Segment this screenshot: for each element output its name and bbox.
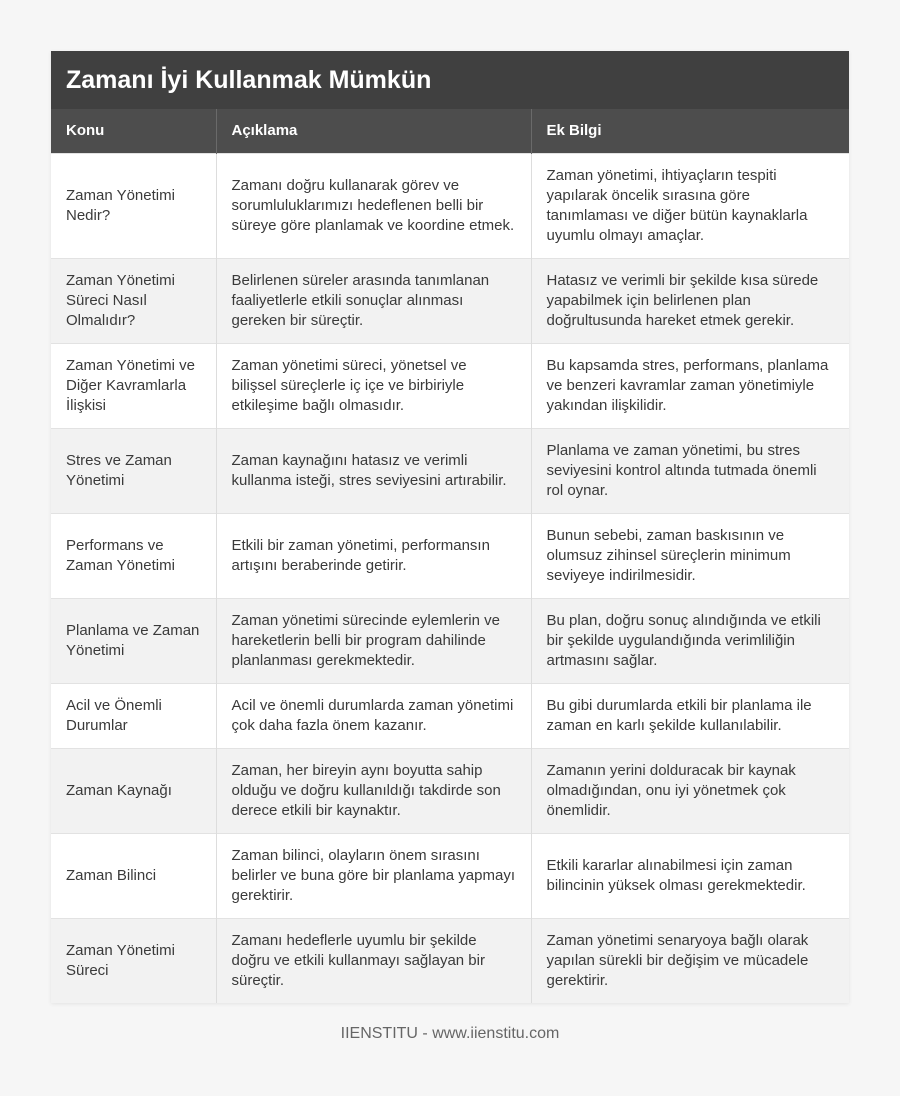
- cell-aciklama: Zamanı hedeflerle uyumlu bir şekilde doğru ve etkili kullanmayı sağlayan bir süreçtir.: [216, 918, 531, 1003]
- table-row: [51, 153, 849, 258]
- cell-aciklama: Acil ve önemli durumlarda zaman yönetimi çok daha fazla önem kazanır.: [216, 683, 531, 748]
- column-header-ek-bilgi: Ek Bilgi: [531, 109, 849, 153]
- cell-ek-bilgi: Bu gibi durumlarda etkili bir planlama ile zaman en karlı şekilde kullanılabilir.: [531, 683, 849, 748]
- cell-konu: Zaman Yönetimi Süreci Nasıl Olmalıdır?: [51, 258, 216, 343]
- cell-konu: Zaman Kaynağı: [51, 748, 216, 833]
- table-row: [51, 918, 849, 1003]
- cell-konu: Zaman Yönetimi ve Diğer Kavramlarla İlişkisi: [51, 343, 216, 428]
- page-title: Zamanı İyi Kullanmak Mümkün: [66, 65, 432, 94]
- cell-konu: Stres ve Zaman Yönetimi: [51, 428, 216, 513]
- cell-aciklama: Zaman bilinci, olayların önem sırasını belirler ve buna göre bir planlama yapmayı gerektirir.: [216, 833, 531, 918]
- cell-konu: Zaman Bilinci: [51, 833, 216, 918]
- cell-ek-bilgi: Bu plan, doğru sonuç alındığında ve etkili bir şekilde uygulandığında verimliliğin artmasını sağlar.: [531, 598, 849, 683]
- table-row: [51, 683, 849, 748]
- content-card: [51, 51, 849, 1003]
- info-table: [51, 109, 849, 1003]
- cell-aciklama: Belirlenen süreler arasında tanımlanan faaliyetlerle etkili sonuçlar alınması gereken bir süreçtir.: [216, 258, 531, 343]
- cell-ek-bilgi: Zamanın yerini dolduracak bir kaynak olmadığından, onu iyi yönetmek çok önemlidir.: [531, 748, 849, 833]
- cell-aciklama: Zamanı doğru kullanarak görev ve sorumluluklarımızı hedeflenen belli bir süreye göre planlamak ve koordine etmek.: [216, 153, 531, 258]
- title-bar: [51, 51, 849, 109]
- table-row: [51, 513, 849, 598]
- table-row: [51, 343, 849, 428]
- column-header-konu: Konu: [51, 109, 216, 153]
- footer-credit: IIENSTITU - www.iienstitu.com: [340, 1025, 560, 1042]
- cell-ek-bilgi: Zaman yönetimi senaryoya bağlı olarak yapılan sürekli bir değişim ve mücadele gerektirir.: [531, 918, 849, 1003]
- cell-ek-bilgi: Hatasız ve verimli bir şekilde kısa sürede yapabilmek için belirlenen plan doğrultusunda hareket etmek gerekir.: [531, 258, 849, 343]
- column-header-aciklama: Açıklama: [216, 109, 531, 153]
- table-row: [51, 598, 849, 683]
- cell-ek-bilgi: Bu kapsamda stres, performans, planlama ve benzeri kavramlar zaman yönetimiyle yakından ilişkilidir.: [531, 343, 849, 428]
- cell-ek-bilgi: Bunun sebebi, zaman baskısının ve olumsuz zihinsel süreçlerin minimum seviyeye indirilmesidir.: [531, 513, 849, 598]
- cell-konu: Zaman Yönetimi Nedir?: [51, 153, 216, 258]
- cell-aciklama: Zaman, her bireyin aynı boyutta sahip olduğu ve doğru kullanıldığı takdirde son derece etkili bir kaynaktır.: [216, 748, 531, 833]
- cell-aciklama: Zaman yönetimi sürecinde eylemlerin ve hareketlerin belli bir program dahilinde planlanması gerekmektedir.: [216, 598, 531, 683]
- cell-aciklama: Etkili bir zaman yönetimi, performansın artışını beraberinde getirir.: [216, 513, 531, 598]
- cell-ek-bilgi: Etkili kararlar alınabilmesi için zaman bilincinin yüksek olması gerekmektedir.: [531, 833, 849, 918]
- cell-ek-bilgi: Zaman yönetimi, ihtiyaçların tespiti yapılarak öncelik sırasına göre tanımlaması ve diğer bütün kaynaklarla uyumlu olmayı amaçlar.: [531, 153, 849, 258]
- table-row: [51, 833, 849, 918]
- cell-konu: Zaman Yönetimi Süreci: [51, 918, 216, 1003]
- cell-konu: Performans ve Zaman Yönetimi: [51, 513, 216, 598]
- table-row: [51, 428, 849, 513]
- table-header-row: [51, 109, 849, 153]
- cell-konu: Planlama ve Zaman Yönetimi: [51, 598, 216, 683]
- cell-ek-bilgi: Planlama ve zaman yönetimi, bu stres seviyesini kontrol altında tutmada önemli rol oynar.: [531, 428, 849, 513]
- table-row: [51, 258, 849, 343]
- table-row: [51, 748, 849, 833]
- cell-aciklama: Zaman yönetimi süreci, yönetsel ve bilişsel süreçlerle iç içe ve birbiriyle etkileşime bağlı olmasıdır.: [216, 343, 531, 428]
- cell-aciklama: Zaman kaynağını hatasız ve verimli kullanma isteği, stres seviyesini artırabilir.: [216, 428, 531, 513]
- cell-konu: Acil ve Önemli Durumlar: [51, 683, 216, 748]
